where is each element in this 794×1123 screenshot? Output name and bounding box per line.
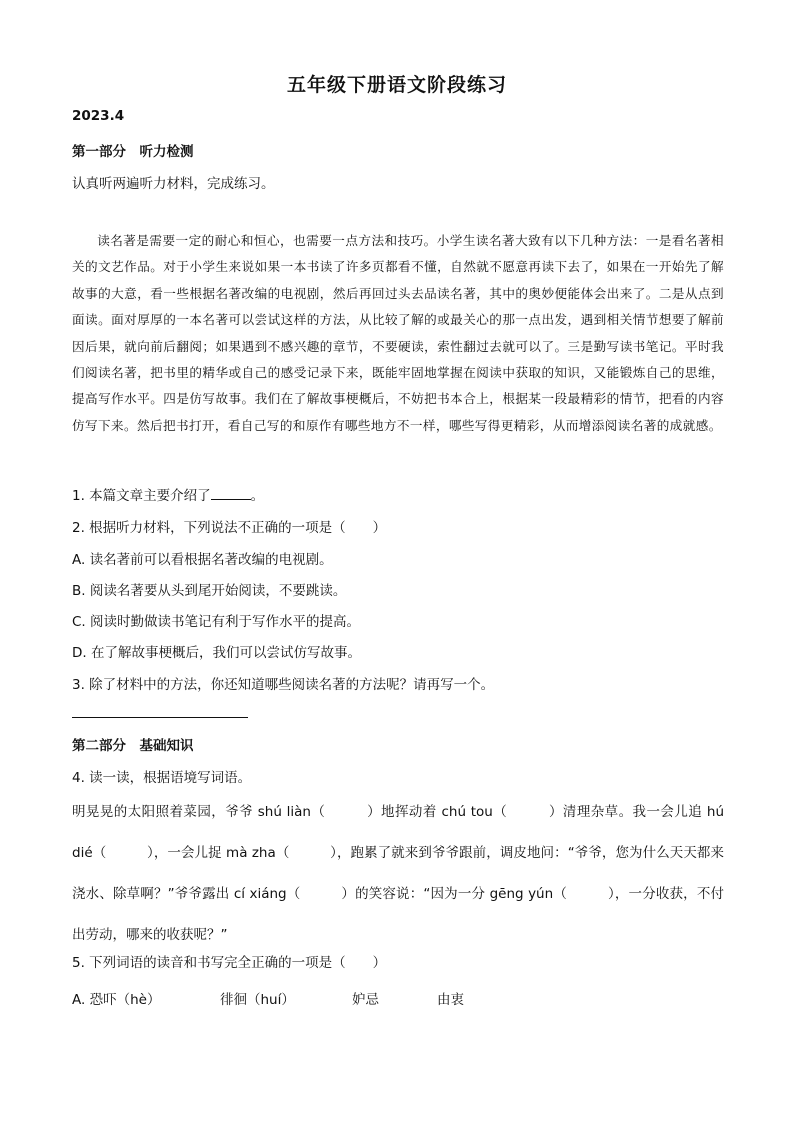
question-1 bbox=[72, 484, 264, 504]
question-5-option-a-word-3: 妒忌 bbox=[352, 992, 379, 1008]
part2-heading: 第二部分 基础知识 bbox=[72, 738, 194, 754]
question-1-end: 。 bbox=[250, 488, 265, 504]
question-2-option-b[interactable]: B. 阅读名著要从头到尾开始阅读，不要跳读。 bbox=[72, 583, 347, 599]
exam-date: 2023.4 bbox=[72, 108, 125, 124]
question-1-text: 1. 本篇文章主要介绍了 bbox=[72, 488, 211, 504]
question-5: 5. 下列词语的读音和书写完全正确的一项是（ ） bbox=[72, 955, 387, 971]
question-2-option-c[interactable]: C. 阅读时勤做读书笔记有利于写作水平的提高。 bbox=[72, 614, 361, 630]
question-3: 3. 除了材料中的方法，你还知道哪些阅读名著的方法呢？请再写一个。 bbox=[72, 677, 495, 693]
question-4: 4. 读一读，根据语境写词语。 bbox=[72, 770, 252, 786]
part1-heading: 第一部分 听力检测 bbox=[72, 144, 194, 160]
question-5-option-a-word-4: 由衷 bbox=[437, 992, 464, 1008]
question-2-option-a[interactable]: A. 读名著前可以看根据名著改编的电视剧。 bbox=[72, 552, 333, 568]
answer-blank[interactable] bbox=[211, 487, 251, 500]
page-title: 五年级下册语文阶段练习 bbox=[286, 74, 507, 96]
question-5-option-a-word-2: 徘徊（huí） bbox=[220, 992, 295, 1008]
part1-instruction: 认真听两遍听力材料，完成练习。 bbox=[72, 176, 275, 192]
listening-passage: 读名著是需要一定的耐心和恒心，也需要一点方法和技巧。小学生读名著大致有以下几种方法：一是看名著相关的文艺作品。对于小学生来说如果一本书读了许多页都看不懂，自然就不愿意再读下去了，如果在一开始先了解故事的大意，看一些根据名著改编的电视剧，然后再回过头去品读名著，其中的奥妙便能体会出来了。二是从点到面读。面对厚厚的一本名著可以尝试这样的方法，从比较了解的或最关心的那一点出发，遇到相关情节想要了解前因后果，就向前后翻阅；如果遇到不感兴趣的章节，不要硬读，索性翻过去就可以了。三是勤写读书笔记。平时我们阅读名著，把书里的精华或自己的感受记录下来，既能牢固地掌握在阅读中获取的知识，又能锻炼自己的思维，提高写作水平。四是仿写故事。我们在了解故事梗概后，不妨把书本合上，根据某一段最精彩的情节，把看的内容仿写下来。然后把书打开，看自己写的和原作有哪些地方不一样，哪些写得更精彩，从而增添阅读名著的成就感。 bbox=[72, 233, 724, 433]
answer-line[interactable] bbox=[72, 717, 248, 718]
question-2-option-d[interactable]: D. 在了解故事梗概后，我们可以尝试仿写故事。 bbox=[72, 645, 361, 661]
question-5-option-a[interactable]: A. 恐吓（hè） bbox=[72, 992, 161, 1008]
question-2: 2. 根据听力材料，下列说法不正确的一项是（ ） bbox=[72, 520, 387, 536]
question-4-passage: 明晃晃的太阳照着菜园，爷爷 shú liàn（ ）地挥动着 chú tou（ ）清理杂草。我一会儿追 hú dié（ ），一会儿捉 mà zha（ ），跑累了就来到爷爷跟前，调皮地问：“爷爷，您为什么天天都来浇水、除草啊？”爷爷露出 cí xiáng（ ）的笑容说：“因为一分 gēng yún（ ），一分收获，不付出劳动，哪来的收获呢？” bbox=[72, 804, 724, 943]
